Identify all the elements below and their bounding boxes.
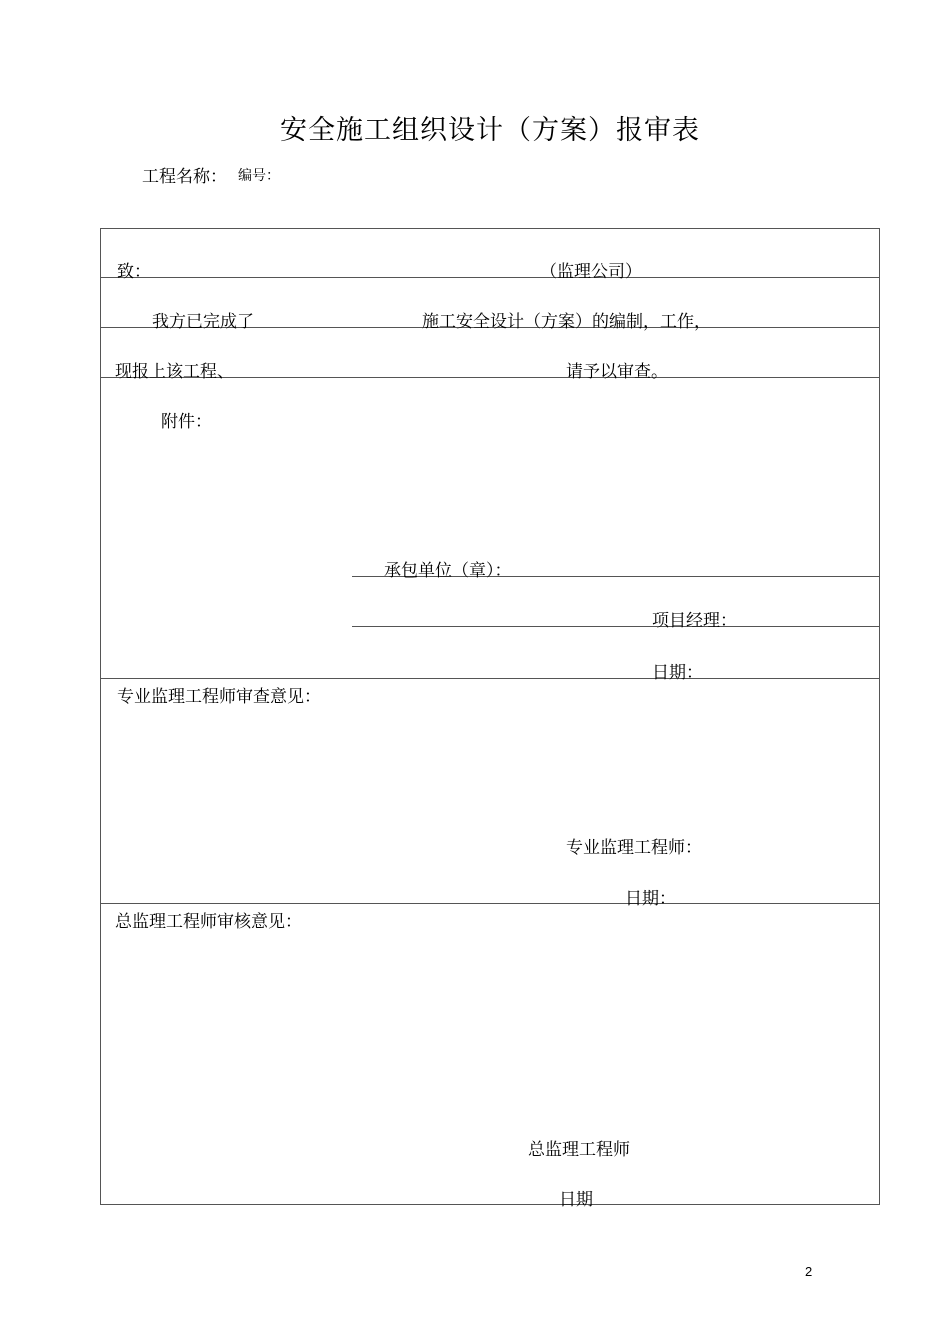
row-divider bbox=[100, 277, 880, 278]
document-title: 安全施工组织设计（方案）报审表 bbox=[280, 115, 700, 146]
project-manager-label: 项目经理： bbox=[652, 611, 737, 631]
completed-suffix: 施工安全设计（方案）的编制，工作， bbox=[422, 312, 711, 332]
completed-prefix: 我方已完成了 bbox=[152, 312, 254, 332]
contractor-seal-label: 承包单位（章）： bbox=[384, 561, 512, 581]
code-label: 编号： bbox=[238, 168, 280, 184]
signature-line bbox=[352, 626, 880, 627]
specialist-opinion-label: 专业监理工程师审查意见： bbox=[117, 687, 321, 707]
to-label: 致： bbox=[117, 262, 151, 282]
chief-opinion-label: 总监理工程师审核意见： bbox=[115, 912, 302, 932]
row-divider bbox=[100, 678, 880, 679]
report-prefix: 现报上该工程、 bbox=[115, 362, 234, 382]
project-name-label: 工程名称： bbox=[142, 167, 227, 187]
page-number: 2 bbox=[805, 1264, 813, 1279]
chief-signature-label: 总监理工程师 bbox=[528, 1140, 630, 1160]
row-divider bbox=[100, 903, 880, 904]
report-suffix: 请予以审查。 bbox=[566, 362, 668, 382]
supervisor-company: （监理公司） bbox=[540, 262, 642, 282]
attachments-label: 附件： bbox=[161, 412, 212, 432]
date-label: 日期 bbox=[559, 1190, 593, 1210]
date-label: 日期： bbox=[652, 663, 703, 683]
date-label: 日期： bbox=[625, 889, 676, 909]
specialist-signature-label: 专业监理工程师： bbox=[566, 838, 702, 858]
